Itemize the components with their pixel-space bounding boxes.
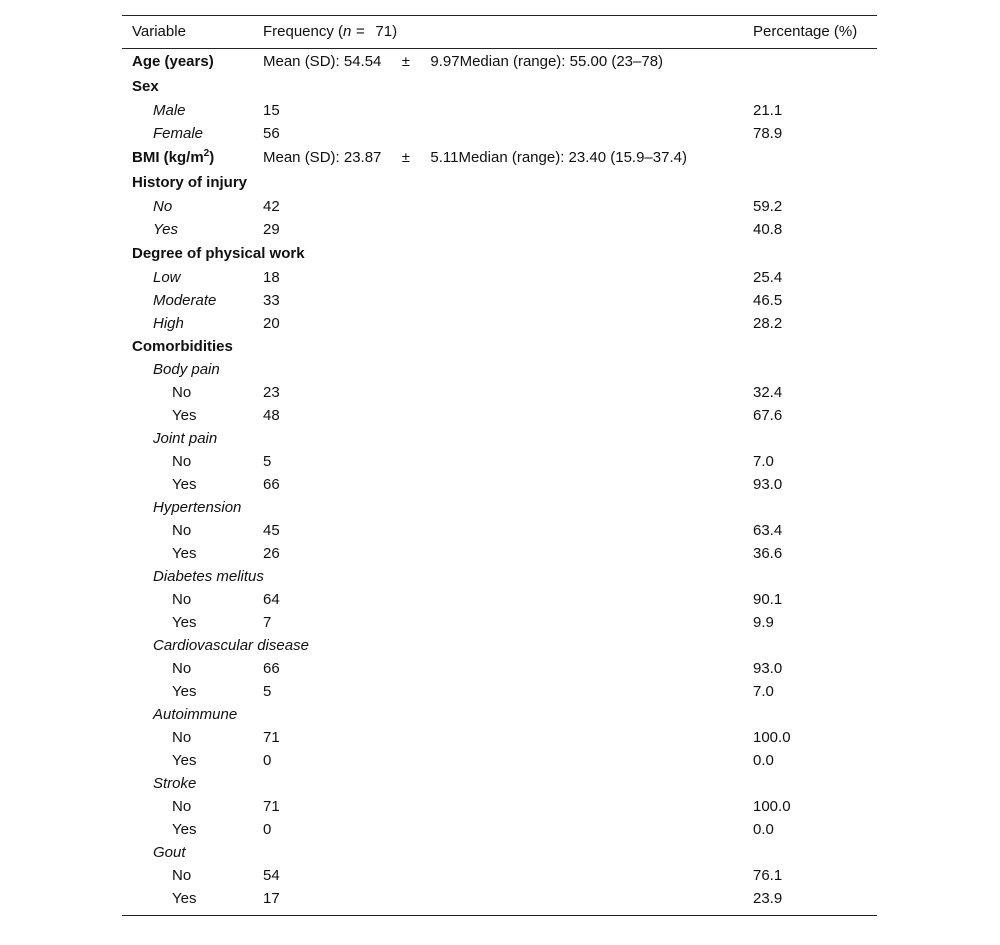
subgroup-label: Joint pain — [153, 430, 218, 447]
row-percentage: 23.9 — [753, 890, 783, 907]
row-label: Yes — [172, 614, 197, 631]
row-frequency: 71 — [263, 729, 280, 746]
row-label: Moderate — [153, 292, 217, 309]
row-frequency: 48 — [263, 407, 280, 424]
table-row — [122, 680, 877, 703]
row-label: Yes — [172, 752, 197, 769]
row-frequency: 71 — [263, 798, 280, 815]
row-frequency: 66 — [263, 660, 280, 677]
age-summary: Mean (SD): 54.54 ± 9.97Median (range): 55.00 (23–78) — [263, 53, 664, 70]
row-label: No — [153, 198, 173, 215]
table-row — [122, 266, 877, 289]
row-percentage: 67.6 — [753, 407, 783, 424]
table-row — [122, 588, 877, 611]
row-percentage: 100.0 — [753, 798, 791, 815]
table-row — [122, 795, 877, 818]
subgroup-heading — [122, 772, 877, 795]
row-label: Yes — [172, 476, 197, 493]
row-percentage: 46.5 — [753, 292, 783, 309]
row-percentage: 40.8 — [753, 221, 783, 238]
row-label: No — [172, 798, 192, 815]
table-row — [122, 312, 877, 335]
row-percentage: 0.0 — [753, 821, 774, 838]
row-label: Yes — [172, 407, 197, 424]
subgroup-heading — [122, 496, 877, 519]
table-row — [122, 657, 877, 680]
subgroup-label: Autoimmune — [153, 706, 238, 723]
table-row — [122, 887, 877, 910]
row-percentage: 100.0 — [753, 729, 791, 746]
row-percentage: 21.1 — [753, 102, 783, 119]
table-row — [122, 218, 877, 241]
subgroup-label: Stroke — [153, 775, 197, 792]
row-label: Yes — [172, 545, 197, 562]
row-frequency: 42 — [263, 198, 280, 215]
row-frequency: 0 — [263, 752, 272, 769]
table-row — [122, 450, 877, 473]
row-frequency: 56 — [263, 125, 280, 142]
row-percentage: 7.0 — [753, 453, 774, 470]
section-heading — [122, 170, 877, 195]
subgroup-heading — [122, 427, 877, 450]
row-frequency: 15 — [263, 102, 280, 119]
subgroup-heading — [122, 703, 877, 726]
row-frequency: 20 — [263, 315, 280, 332]
row-frequency: 33 — [263, 292, 280, 309]
section-heading — [122, 335, 877, 358]
table-row — [122, 473, 877, 496]
section-label: Comorbidities — [132, 338, 233, 355]
row-frequency: 23 — [263, 384, 280, 401]
subgroup-label: Diabetes melitus — [153, 568, 264, 585]
subgroup-label: Cardiovascular disease — [153, 637, 309, 654]
row-percentage: 90.1 — [753, 591, 783, 608]
table-row — [122, 404, 877, 427]
row-label: Yes — [153, 221, 179, 238]
table-row — [122, 611, 877, 634]
row-label: No — [172, 384, 192, 401]
row-frequency: 26 — [263, 545, 280, 562]
table-row — [122, 864, 877, 887]
row-label: No — [172, 867, 192, 884]
injury-section — [122, 170, 877, 241]
row-percentage: 7.0 — [753, 683, 774, 700]
bmi-label: BMI $(kg/m^2)$ — [132, 148, 215, 166]
row-frequency: 17 — [263, 890, 280, 907]
section-label: Sex — [132, 78, 159, 95]
row-label: No — [172, 660, 192, 677]
subgroup-heading — [122, 565, 877, 588]
header-variable: Variable — [132, 23, 186, 40]
row-frequency: 5 — [263, 683, 272, 700]
row-label: No — [172, 591, 192, 608]
row-label: No — [172, 453, 192, 470]
characteristics-table — [122, 15, 877, 916]
subgroup-heading — [122, 634, 877, 657]
row-percentage: 63.4 — [753, 522, 783, 539]
row-frequency: 0 — [263, 821, 272, 838]
header-percentage: Percentage (%) — [753, 23, 858, 40]
row-percentage: 0.0 — [753, 752, 774, 769]
sex-section — [122, 74, 877, 145]
row-label: Male — [153, 102, 186, 119]
header-frequency: Frequency (n = 71) — [263, 23, 398, 40]
section-heading — [122, 241, 877, 266]
row-percentage: 9.9 — [753, 614, 774, 631]
row-label: High — [153, 315, 184, 332]
table-row — [122, 195, 877, 218]
table-row — [122, 818, 877, 841]
row-frequency: 64 — [263, 591, 280, 608]
row-label: Yes — [172, 821, 197, 838]
row-percentage: 25.4 — [753, 269, 783, 286]
table-row-age: Age (years) Mean (SD): 54.54 ± 9.97Median (range): 55.00 (23–78) — [122, 49, 877, 74]
row-percentage: 28.2 — [753, 315, 783, 332]
table-row — [122, 289, 877, 312]
row-frequency: 5 — [263, 453, 272, 470]
row-percentage: 93.0 — [753, 660, 783, 677]
work-section — [122, 241, 877, 335]
subgroup-heading — [122, 358, 877, 381]
row-label: Yes — [172, 890, 197, 907]
section-label: History of injury — [132, 174, 248, 191]
row-percentage: 93.0 — [753, 476, 783, 493]
subgroup-label: Hypertension — [153, 499, 242, 516]
row-percentage: 36.6 — [753, 545, 783, 562]
row-frequency: 54 — [263, 867, 280, 884]
row-frequency: 45 — [263, 522, 280, 539]
subgroup-label: Body pain — [153, 361, 220, 378]
table-row — [122, 542, 877, 565]
table-row — [122, 519, 877, 542]
row-percentage: 76.1 — [753, 867, 783, 884]
row-label: Yes — [172, 683, 197, 700]
row-percentage: 59.2 — [753, 198, 783, 215]
table-header-row — [122, 16, 877, 48]
row-label: No — [172, 729, 192, 746]
table-row-bmi — [122, 145, 877, 170]
row-frequency: 18 — [263, 269, 280, 286]
table-bottom-rule — [122, 915, 877, 916]
row-percentage: 32.4 — [753, 384, 783, 401]
row-frequency: 29 — [263, 221, 280, 238]
table-row — [122, 726, 877, 749]
bmi-summary: Mean (SD): 23.87 ± 5.11Median (range): 23.40 (15.9–37.4) — [263, 149, 687, 166]
row-label: Low — [153, 269, 181, 286]
table-row — [122, 99, 877, 122]
row-percentage: 78.9 — [753, 125, 783, 142]
subgroup-label: Gout — [153, 844, 186, 861]
row-frequency: 66 — [263, 476, 280, 493]
table-row — [122, 381, 877, 404]
section-heading — [122, 74, 877, 99]
table-row — [122, 122, 877, 145]
subgroup-heading — [122, 841, 877, 864]
row-frequency: 7 — [263, 614, 272, 631]
row-label: No — [172, 522, 192, 539]
comorbidities-section — [122, 335, 877, 910]
section-label: Degree of physical work — [132, 245, 305, 262]
table-row — [122, 749, 877, 772]
row-label: Female — [153, 125, 204, 142]
